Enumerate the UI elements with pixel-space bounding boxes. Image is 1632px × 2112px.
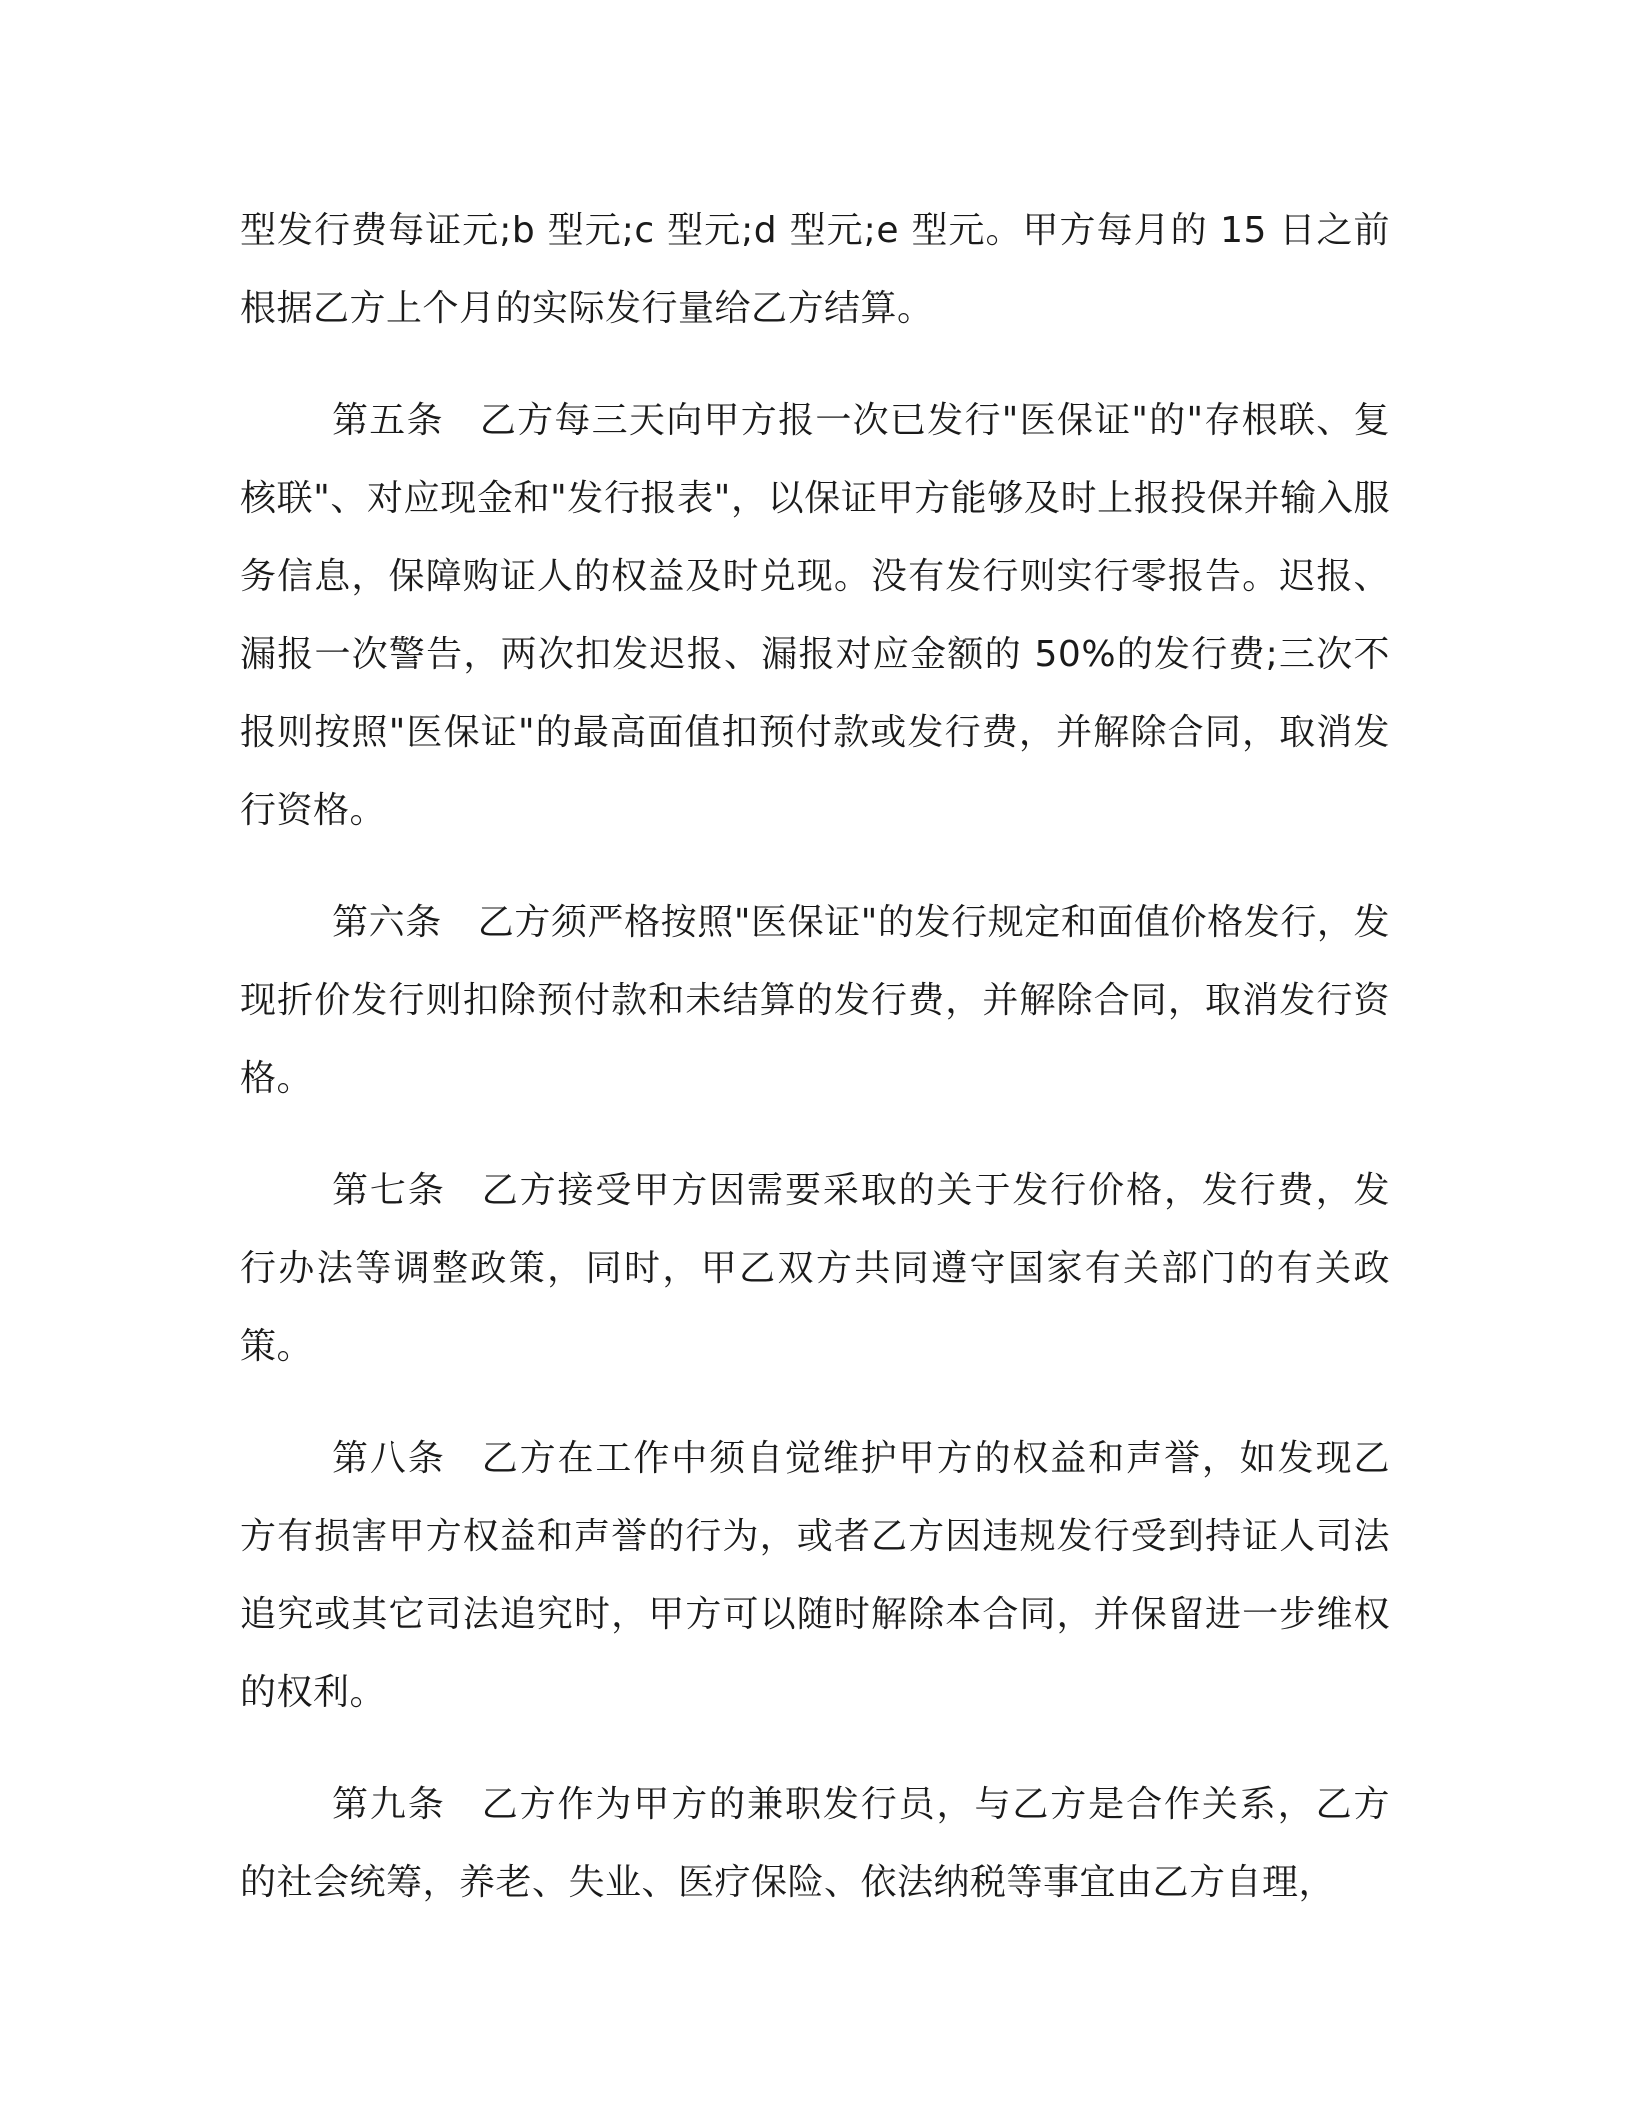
paragraph-text: 乙方接受甲方因需要采取的关于发行价格，发行费，发行办法等调整政策，同时，甲乙双方共同遵守国家有关部门的有关政策。 [240,1170,1390,1367]
paragraph-continuation [240,192,1390,348]
paragraph-text: 乙方须严格按照"医保证"的发行规定和面值价格发行，发现折价发行则扣除预付款和未结算的发行费，并解除合同，取消发行资格。 [240,902,1390,1099]
paragraph-text: 乙方在工作中须自觉维护甲方的权益和声誉，如发现乙方有损害甲方权益和声誉的行为，或者乙方因违规发行受到持证人司法追究或其它司法追究时，甲方可以随时解除本合同，并保留进一步维权的权利。 [240,1438,1390,1713]
article-6 [240,884,1390,1118]
article-number: 第六条 [332,902,442,943]
article-7 [240,1152,1390,1386]
article-9 [240,1766,1390,1922]
article-number: 第五条 [332,400,444,441]
article-5 [240,382,1390,850]
article-8 [240,1420,1390,1732]
article-number: 第八条 [332,1438,446,1479]
article-number: 第九条 [332,1784,446,1825]
paragraph-text: 型发行费每证元;b 型元;c 型元;d 型元;e 型元。甲方每月的 15 日之前根据乙方上个月的实际发行量给乙方结算。 [240,210,1390,329]
paragraph-text: 乙方每三天向甲方报一次已发行"医保证"的"存根联、复核联"、对应现金和"发行报表"，以保证甲方能够及时上报投保并输入服务信息，保障购证人的权益及时兑现。没有发行则实行零报告。迟报、漏报一次警告，两次扣发迟报、漏报对应金额的 50%的发行费;三次不报则按照"医保证"的最高面值扣预付款或发行费，并解除合同，取消发行资格。 [240,400,1390,831]
article-number: 第七条 [332,1170,446,1211]
document-page [240,192,1390,1922]
paragraph-text: 乙方作为甲方的兼职发行员，与乙方是合作关系，乙方的社会统筹，养老、失业、医疗保险、依法纳税等事宜由乙方自理， [240,1784,1390,1903]
